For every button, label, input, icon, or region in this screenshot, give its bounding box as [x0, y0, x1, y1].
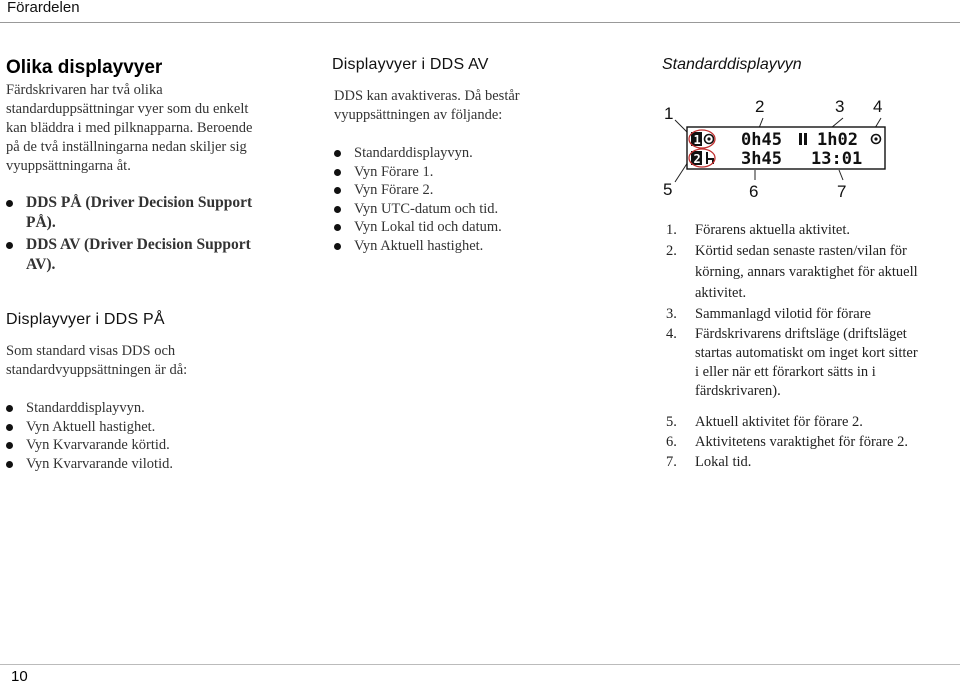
- callout-label: 4: [873, 97, 883, 116]
- callout-label: 3: [835, 97, 845, 116]
- running-header: Förardelen: [7, 0, 80, 16]
- legend-item: 3. Sammanlagd vilotid för förare: [666, 306, 871, 322]
- list-item: Vyn Aktuell hastighet.: [4, 418, 304, 437]
- subsection-heading: Standarddisplayvyn: [662, 56, 802, 73]
- bullet-icon: [334, 206, 341, 213]
- callout-label: 5: [663, 180, 673, 199]
- local-time-value: 13:01: [811, 149, 863, 169]
- subsection-heading: Displayvyer i DDS AV: [332, 56, 489, 73]
- bullet-icon: [6, 200, 13, 207]
- mode-bar-icon: [799, 133, 802, 145]
- legend-item: 4. Färdskrivarens driftsläge (driftsläget startas automatiskt om inget kort sitter i eller när ett förarkort sätts in i färdskrivaren).: [666, 326, 918, 399]
- list-item: Vyn Förare 2.: [332, 181, 632, 200]
- list-item: Standarddisplayvyn.: [4, 399, 304, 418]
- tachograph-display-diagram: [655, 90, 905, 190]
- legend-item: 1. Förarens aktuella aktivitet.: [666, 222, 851, 238]
- callout-label: 2: [755, 97, 765, 116]
- callout-label: 6: [749, 182, 759, 201]
- bullet-icon: [334, 150, 341, 157]
- legend-item: 2. Körtid sedan senaste rasten/vilan för körning, annars varaktighet för aktuell aktivitet.: [666, 243, 918, 301]
- bullet-icon: [334, 243, 341, 250]
- list-item: Vyn Förare 1.: [332, 163, 632, 182]
- bullet-icon: [6, 442, 13, 449]
- list-item: Vyn Lokal tid och datum.: [332, 218, 632, 237]
- header-rule: [0, 22, 960, 23]
- driver-1-number: 1: [693, 133, 701, 147]
- driving-time-value: 0h45: [741, 130, 782, 150]
- bullet-icon: [334, 169, 341, 176]
- list-item: DDS AV (Driver Decision Support AV).: [4, 235, 304, 274]
- bullet-icon: [6, 461, 13, 468]
- subsection-paragraph: DDS kan avaktiveras. Då består vyuppsättningen av följande:: [334, 88, 520, 123]
- bullet-icon: [334, 224, 341, 231]
- subsection-heading: Displayvyer i DDS PÅ: [6, 311, 165, 328]
- bullet-icon: [6, 424, 13, 431]
- legend-list: [666, 221, 951, 472]
- section-heading: Olika displayvyer: [6, 57, 163, 78]
- list-item: Vyn Aktuell hastighet.: [332, 237, 632, 256]
- bullet-icon: [334, 187, 341, 194]
- driver-2-number: 2: [693, 152, 701, 166]
- legend-item: 6. Aktivitetens varaktighet för förare 2.: [666, 434, 908, 450]
- dds-off-view-list: [332, 144, 632, 255]
- list-item: Standarddisplayvyn.: [332, 144, 632, 163]
- callout-label: 1: [664, 104, 674, 123]
- legend-item: 7. Lokal tid.: [666, 454, 752, 470]
- legend-item: 5. Aktuell aktivitet för förare 2.: [666, 414, 863, 430]
- dds-mode-list: [4, 193, 304, 277]
- dds-on-view-list: [4, 399, 304, 473]
- list-item: Vyn Kvarvarande vilotid.: [4, 455, 304, 474]
- list-item: Vyn Kvarvarande körtid.: [4, 436, 304, 455]
- callout-label: 7: [837, 182, 847, 201]
- activity-duration-value: 3h45: [741, 149, 782, 169]
- intro-paragraph: Färdskrivaren har två olika standarduppsättningar vyer som du enkelt kan bläddra i med pilknapparna. Beroende på de två inställningarna nedan skiljer sig vyuppsättningarna åt.: [6, 82, 253, 174]
- bullet-icon: [6, 405, 13, 412]
- list-item: DDS PÅ (Driver Decision Support PÅ).: [4, 193, 304, 232]
- footer-rule: [0, 664, 960, 665]
- rest-time-value: 1h02: [817, 130, 858, 150]
- list-item: Vyn UTC-datum och tid.: [332, 200, 632, 219]
- subsection-paragraph: Som standard visas DDS och standardvyuppsättningen är då:: [6, 343, 188, 378]
- bullet-icon: [6, 242, 13, 249]
- page-number: 10: [11, 668, 28, 685]
